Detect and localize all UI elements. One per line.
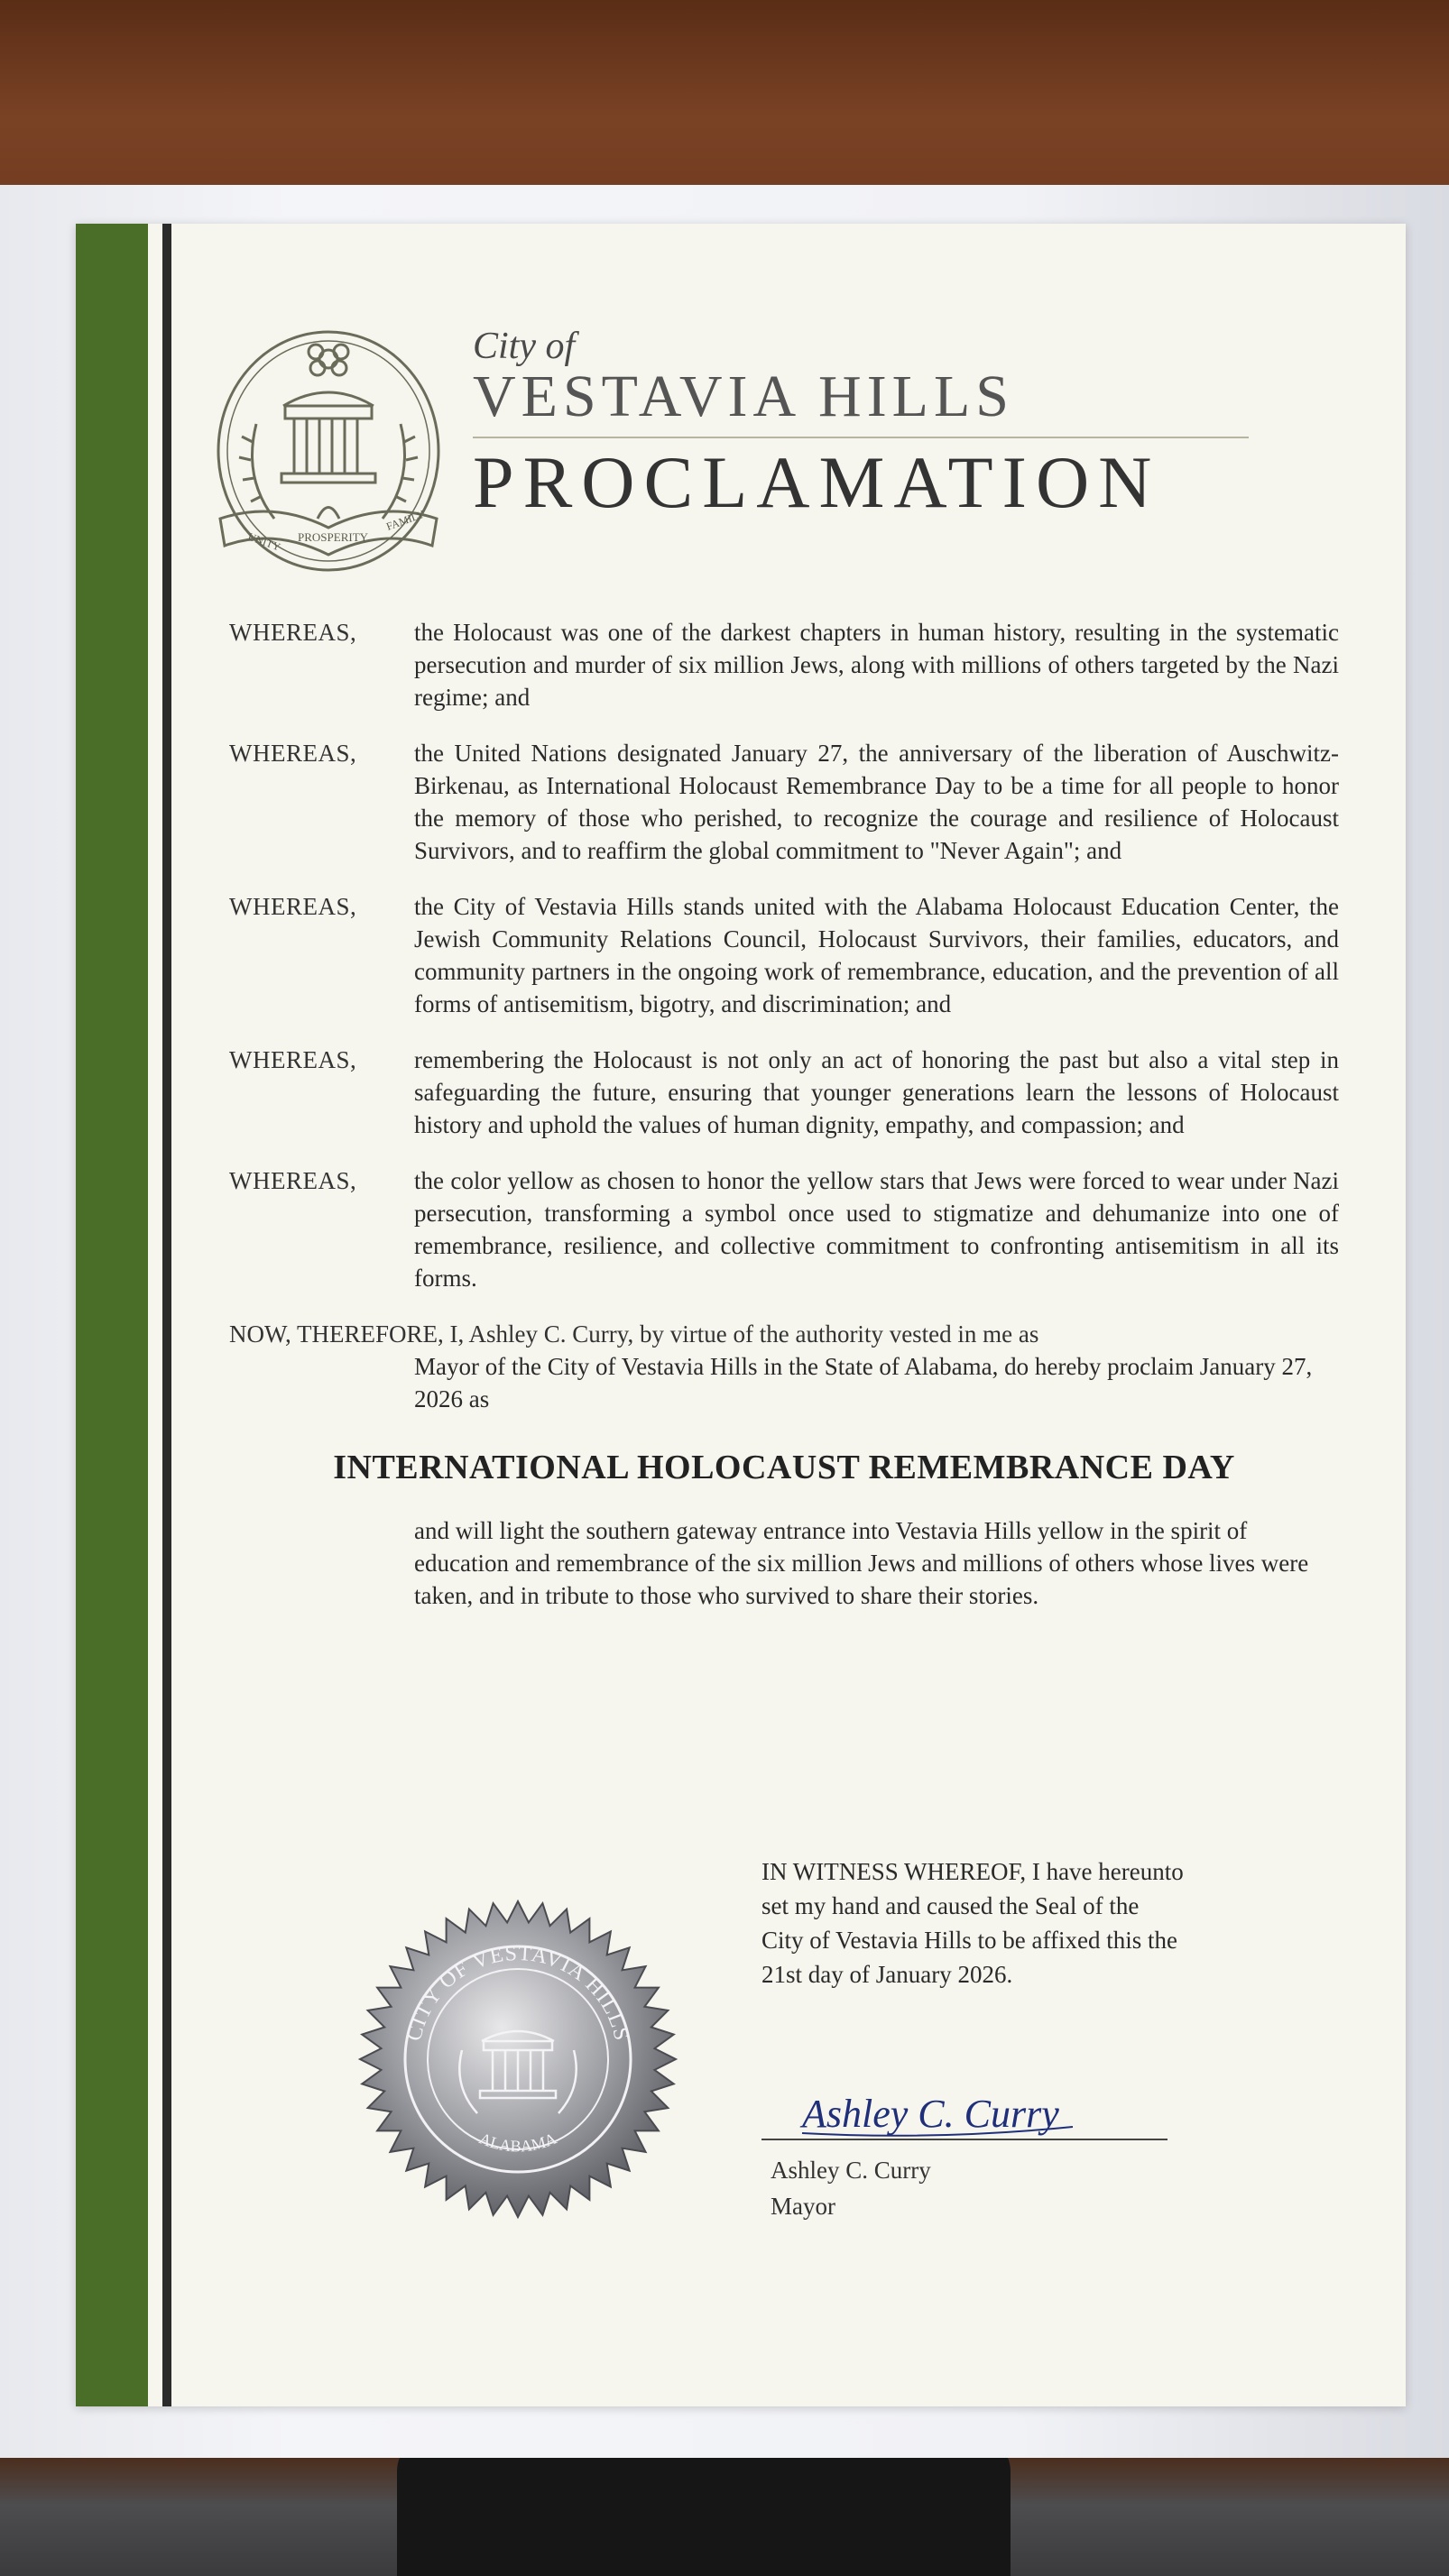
- city-name: VESTAVIA HILLS: [473, 363, 1015, 429]
- clause-label: WHEREAS,: [229, 1167, 357, 1194]
- whereas-clause: [229, 890, 1339, 1020]
- clause-text: the United Nations designated January 27, the anniversary of the liberation of Auschwitz-Birkenau, as International Holocaust Remembrance Day to be a time for all people to honor the memory of those who perished, to recognize the courage and resilience of Holocaust Survivors, and to reaffirm the global commitment to "Never Again"; and: [414, 740, 1339, 864]
- logo-banner-right: FAMILY: [384, 507, 427, 533]
- now-therefore-clause: [229, 1318, 1339, 1415]
- clause-text: remembering the Holocaust is not only an act of honoring the past but also a vital step in safeguarding the future, ensuring that younger generations learn the lessons of Holocaust history and uphold the values of human dignity, empathy, and compassion; and: [414, 1046, 1339, 1138]
- signature-line: [761, 2139, 1168, 2140]
- city-logo-emblem: [211, 325, 446, 595]
- clause-label: WHEREAS,: [229, 619, 357, 646]
- now-therefore-lead: NOW, THEREFORE, I, Ashley C. Curry, by virtue of the authority vested in me as: [229, 1320, 1039, 1348]
- seal-top-text: CITY OF VESTAVIA HILLS: [401, 1941, 634, 2044]
- whereas-clause: [229, 1044, 1339, 1141]
- whereas-clause: [229, 1164, 1339, 1294]
- city-of-label: City of: [473, 326, 576, 367]
- clause-label: WHEREAS,: [229, 893, 357, 920]
- proclamation-body: [229, 616, 1339, 1612]
- signature-block: [761, 2068, 1213, 2220]
- clause-text: the Holocaust was one of the darkest chapters in human history, resulting in the systematic persecution and murder of six million Jews, along with millions of others targeted by the Nazi regime; and: [414, 619, 1339, 711]
- clause-text: the City of Vestavia Hills stands united with the Alabama Holocaust Education Center, the Jewish Community Relations Council, Holocaust Survivors, their families, educators, and community partners in the ongoing work of remembrance, education, and the prevention of all forms of antisemitism, bigotry, and discrimination; and: [414, 893, 1339, 1017]
- document-type-title: PROCLAMATION: [473, 441, 1161, 523]
- witness-statement: IN WITNESS WHEREOF, I have hereunto set my hand and caused the Seal of the City of Vestavia Hills to be affixed this the 21st day of January 2026.: [761, 1858, 1184, 1988]
- signer-title: Mayor: [771, 2193, 835, 2220]
- now-therefore-rest: Mayor of the City of Vestavia Hills in the State of Alabama, do hereby proclaim January 27, 2026 as: [414, 1353, 1313, 1412]
- title-block: [473, 325, 1375, 525]
- logo-banner-left: UNITY: [245, 529, 282, 554]
- clause-text: the color yellow as chosen to honor the yellow stars that Jews were forced to wear under Nazi persecution, transforming a symbol once used to stigmatize and dehumanize into one of remembrance, resilience, and collective commitment to confronting antisemitism in all its forms.: [414, 1167, 1339, 1292]
- clause-label: WHEREAS,: [229, 740, 357, 767]
- signature-scrawl: Ashley C. Curry: [802, 2092, 1059, 2136]
- city-seal: [355, 1897, 680, 2222]
- seal-bottom-text: ALABAMA: [476, 2129, 559, 2156]
- whereas-clause: [229, 737, 1339, 867]
- proclamation-document: [76, 224, 1406, 2406]
- logo-banner-center: PROSPERITY: [298, 530, 369, 544]
- black-border-bar: [162, 224, 171, 2406]
- signer-name: Ashley C. Curry: [771, 2157, 931, 2184]
- mayor-signature: [793, 2077, 1082, 2158]
- whereas-clause: [229, 616, 1339, 713]
- clause-label: WHEREAS,: [229, 1046, 357, 1073]
- proclamation-headline: INTERNATIONAL HOLOCAUST REMEMBRANCE DAY: [333, 1449, 1235, 1486]
- title-divider: [473, 437, 1249, 438]
- green-border-bar: [76, 224, 148, 2406]
- closing-paragraph: and will light the southern gateway entrance into Vestavia Hills yellow in the spirit of education and remembrance of the six million Jews and millions of others whose lives were taken, and in tribute to those who survived to share their stories.: [414, 1517, 1309, 1609]
